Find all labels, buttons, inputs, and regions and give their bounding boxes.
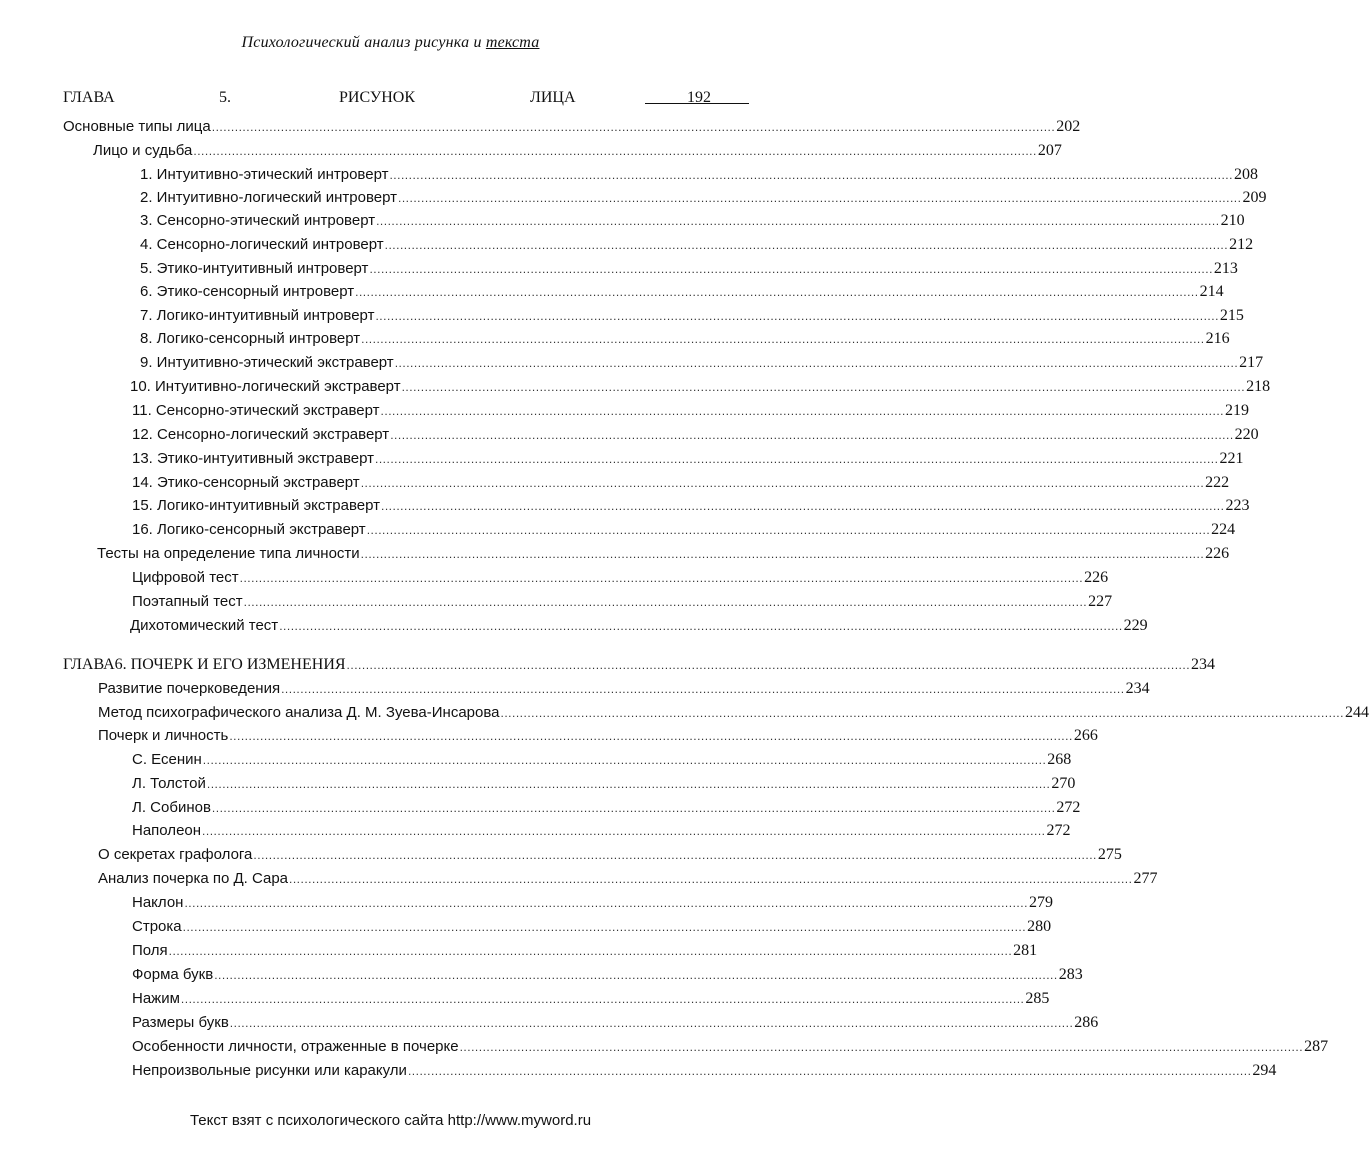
- toc-entry-page: 219: [1225, 402, 1250, 419]
- leader-dots: ............................................................................................................................................................................................................................: [459, 1040, 1304, 1054]
- toc-entry-title: 1. Интуитивно-этический интроверт: [140, 166, 389, 183]
- leader-dots: ............................................................................................................................................................................................................................: [202, 753, 1047, 767]
- leader-dots: ............................................................................................................................................................................................................................: [369, 262, 1213, 276]
- toc-entry-page: 268: [1047, 751, 1072, 768]
- toc-entry: [132, 990, 1050, 1010]
- toc-entry: [140, 166, 1258, 186]
- toc-entry-page: 287: [1304, 1038, 1329, 1055]
- toc-entry-title: Наполеон: [132, 822, 202, 839]
- toc-entry: [98, 870, 1158, 890]
- chapter-number: 5.: [219, 89, 231, 106]
- toc-entry-page: 223: [1225, 497, 1250, 514]
- chapter-word: ГЛАВА: [63, 89, 115, 106]
- toc-entry: [132, 402, 1250, 422]
- toc-entry-title: Тесты на определение типа личности: [97, 545, 360, 562]
- toc-entry: [132, 1062, 1277, 1082]
- toc-entry-page: 222: [1205, 474, 1230, 491]
- toc-entry: [140, 330, 1230, 350]
- toc-entry: [140, 212, 1245, 232]
- toc-entry: [132, 497, 1250, 517]
- toc-entry-page: 216: [1205, 330, 1230, 347]
- footer-note: Текст взят с психологического сайта http://www.myword.ru: [189, 1112, 592, 1129]
- toc-entry: [132, 966, 1083, 986]
- toc-entry-page: 266: [1073, 727, 1098, 744]
- toc-entry-page: 226: [1084, 569, 1109, 586]
- leader-dots: ............................................................................................................................................................................................................................: [211, 120, 1056, 134]
- toc-entry-page: 226: [1205, 545, 1230, 562]
- toc-entry: [132, 569, 1109, 589]
- toc-entry-title: 3. Сенсорно-этический интроверт: [140, 212, 376, 229]
- toc-entry-page: 244: [1344, 704, 1369, 721]
- toc-entry-title: Анализ почерка по Д. Сара: [98, 870, 288, 887]
- leader-dots: ............................................................................................................................................................................................................................: [376, 214, 1220, 228]
- leader-dots: ............................................................................................................................................................................................................................: [366, 523, 1211, 537]
- toc-entry: [140, 307, 1244, 327]
- toc-entry-page: 280: [1027, 918, 1052, 935]
- toc-entry: [132, 521, 1236, 541]
- toc-entry: [140, 236, 1254, 256]
- leader-dots: ............................................................................................................................................................................................................................: [407, 1064, 1252, 1078]
- leader-dots: ............................................................................................................................................................................................................................: [206, 777, 1051, 791]
- toc-entry-page: 283: [1058, 966, 1083, 983]
- toc-entry-page: 270: [1051, 775, 1076, 792]
- toc-entry-title: 15. Логико-интуитивный экстраверт: [132, 497, 380, 514]
- toc-entry-title: 5. Этико-интуитивный интроверт: [140, 260, 369, 277]
- toc-entry: [140, 354, 1264, 374]
- leader-dots: ............................................................................................................................................................................................................................: [281, 682, 1125, 696]
- toc-entry-title: Непроизвольные рисунки или каракули: [132, 1062, 407, 1079]
- toc-entry-title: 4. Сенсорно-логический интроверт: [140, 236, 384, 253]
- toc-entry-page: 272: [1056, 799, 1081, 816]
- toc-entry: [98, 680, 1150, 700]
- toc-entry-page: 208: [1233, 166, 1258, 183]
- toc-entry-page: 214: [1199, 283, 1224, 300]
- toc-entry-title: 16. Логико-сенсорный экстраверт: [132, 521, 366, 538]
- leader-dots: ............................................................................................................................................................................................................................: [182, 920, 1027, 934]
- leader-dots: ............................................................................................................................................................................................................................: [229, 1016, 1074, 1030]
- toc-entry-title: Форма букв: [132, 966, 214, 983]
- toc-entry-title: Развитие почерковедения: [98, 680, 281, 697]
- leader-dots: ............................................................................................................................................................................................................................: [346, 658, 1191, 672]
- toc-entry-title: Л. Собинов: [132, 799, 211, 816]
- toc-entry-page: 234: [1125, 680, 1150, 697]
- toc-entry-page: 209: [1242, 189, 1267, 206]
- toc-entry-title: Метод психографического анализа Д. М. Зуева-Инсарова: [98, 704, 500, 721]
- toc-entry: [132, 1014, 1099, 1034]
- leader-dots: ............................................................................................................................................................................................................................: [500, 706, 1344, 720]
- toc-entry-page: 272: [1046, 822, 1071, 839]
- toc-entry-page: 217: [1239, 354, 1264, 371]
- leader-dots: ............................................................................................................................................................................................................................: [289, 872, 1133, 886]
- toc-entry-page: 207: [1037, 142, 1062, 159]
- leader-dots: ............................................................................................................................................................................................................................: [193, 144, 1037, 158]
- toc-entry-page: 215: [1219, 307, 1244, 324]
- leader-dots: ............................................................................................................................................................................................................................: [229, 729, 1073, 743]
- toc-entry: [130, 617, 1148, 637]
- toc-entry-title: 14. Этико-сенсорный экстраверт: [132, 474, 360, 491]
- leader-dots: ............................................................................................................................................................................................................................: [375, 452, 1219, 466]
- leader-dots: ............................................................................................................................................................................................................................: [401, 380, 1246, 394]
- toc-entry-title: О секретах графолога: [98, 846, 253, 863]
- leader-dots: ............................................................................................................................................................................................................................: [398, 191, 1242, 205]
- toc-entry-page: 234: [1191, 656, 1216, 673]
- leader-dots: ............................................................................................................................................................................................................................: [253, 848, 1097, 862]
- toc-entry-title: Основные типы лица: [63, 118, 211, 135]
- chapter-5-heading: [63, 89, 711, 109]
- toc-entry: [132, 822, 1071, 842]
- toc-entry-title: Дихотомический тест: [130, 617, 279, 634]
- toc-entry-title: Нажим: [132, 990, 180, 1007]
- toc-entry-page: 277: [1133, 870, 1158, 887]
- toc-entry: [132, 775, 1076, 795]
- chapter-title-word-2: ЛИЦА: [530, 89, 576, 106]
- leader-dots: ............................................................................................................................................................................................................................: [360, 547, 1205, 561]
- toc-entry-title: Строка: [132, 918, 182, 935]
- toc-entry-page: 229: [1123, 617, 1148, 634]
- toc-entry-title: ГЛАВА6. ПОЧЕРК И ЕГО ИЗМЕНЕНИЯ: [63, 656, 346, 673]
- toc-entry: [130, 378, 1271, 398]
- toc-entry-title: 12. Сенсорно-логический экстраверт: [132, 426, 390, 443]
- toc-entry: [140, 283, 1224, 303]
- toc-entry-title: Лицо и судьба: [93, 142, 193, 159]
- toc-entry-page: 279: [1028, 894, 1053, 911]
- toc-entry: [98, 727, 1098, 747]
- toc-entry-title: Почерк и личность: [98, 727, 229, 744]
- leader-dots: ............................................................................................................................................................................................................................: [384, 238, 1229, 252]
- leader-dots: ............................................................................................................................................................................................................................: [355, 285, 1199, 299]
- toc-entry-title: Особенности личности, отраженные в почерке: [132, 1038, 459, 1055]
- toc-entry: [132, 751, 1072, 771]
- toc-entry-page: 227: [1088, 593, 1113, 610]
- leader-dots: ............................................................................................................................................................................................................................: [381, 499, 1225, 513]
- toc-entry-title: 11. Сенсорно-этический экстраверт: [132, 402, 380, 419]
- toc-entry-title: 13. Этико-интуитивный экстраверт: [132, 450, 374, 467]
- leader-dots: ............................................................................................................................................................................................................................: [375, 309, 1219, 323]
- leader-dots: ............................................................................................................................................................................................................................: [202, 824, 1046, 838]
- toc-entry-page: 221: [1219, 450, 1244, 467]
- toc-entry-page: 202: [1056, 118, 1081, 135]
- toc-entry-page: 220: [1234, 426, 1259, 443]
- toc-entry-page: 224: [1211, 521, 1236, 538]
- toc-entry-page: 218: [1246, 378, 1271, 395]
- leader-dots: ............................................................................................................................................................................................................................: [180, 992, 1025, 1006]
- toc-entry-title: Цифровой тест: [132, 569, 239, 586]
- chapter-page: 192: [687, 89, 711, 106]
- leader-dots: ............................................................................................................................................................................................................................: [279, 619, 1123, 633]
- toc-entry: [132, 799, 1081, 819]
- toc-entry: [98, 846, 1122, 866]
- leader-dots: ............................................................................................................................................................................................................................: [361, 332, 1205, 346]
- leader-dots: ............................................................................................................................................................................................................................: [211, 801, 1056, 815]
- toc-entry: [98, 704, 1369, 724]
- toc-entry-title: 10. Интуитивно-логический экстраверт: [130, 378, 401, 395]
- chapter-title-word: РИСУНОК: [339, 89, 416, 106]
- toc-entry-title: С. Есенин: [132, 751, 202, 768]
- toc-entry-page: 212: [1229, 236, 1254, 253]
- toc-entry-title: Л. Толстой: [132, 775, 206, 792]
- toc-entry: [132, 593, 1113, 613]
- toc-entry-title: 7. Логико-интуитивный интроверт: [140, 307, 375, 324]
- toc-entry-page: 213: [1213, 260, 1238, 277]
- toc-entry: [132, 450, 1244, 470]
- leader-dots: ............................................................................................................................................................................................................................: [243, 595, 1088, 609]
- toc-entry-title: Поля: [132, 942, 168, 959]
- toc-entry-page: 210: [1220, 212, 1245, 229]
- toc-entry-title: 9. Интуитивно-этический экстраверт: [140, 354, 394, 371]
- leader-dots: ............................................................................................................................................................................................................................: [360, 476, 1205, 490]
- toc-entry: [132, 474, 1230, 494]
- toc-entry-title: 2. Интуитивно-логический интроверт: [140, 189, 397, 206]
- leader-dots: ............................................................................................................................................................................................................................: [380, 404, 1225, 418]
- leader-dots: ............................................................................................................................................................................................................................: [184, 896, 1028, 910]
- toc-entry-page: 281: [1013, 942, 1038, 959]
- leader-dots: ............................................................................................................................................................................................................................: [390, 428, 1234, 442]
- leader-dots: ............................................................................................................................................................................................................................: [389, 168, 1233, 182]
- toc-entry: [140, 189, 1267, 209]
- toc-entry-title: Поэтапный тест: [132, 593, 243, 610]
- leader-dots: ............................................................................................................................................................................................................................: [168, 944, 1013, 958]
- toc-entry-title: Наклон: [132, 894, 184, 911]
- leader-dots: ............................................................................................................................................................................................................................: [214, 968, 1058, 982]
- toc-entry: [63, 118, 1081, 138]
- toc-entry-page: 275: [1097, 846, 1122, 863]
- toc-entry: [132, 918, 1052, 938]
- header-title-underlined: текста: [485, 34, 540, 51]
- toc-entry: [132, 894, 1053, 914]
- toc-entry-page: 294: [1252, 1062, 1277, 1079]
- leader-dots: ............................................................................................................................................................................................................................: [239, 571, 1084, 585]
- toc-entry-title: Размеры букв: [132, 1014, 229, 1031]
- leader-dots: ............................................................................................................................................................................................................................: [394, 356, 1239, 370]
- toc-entry: [97, 545, 1230, 565]
- toc-entry: [140, 260, 1238, 280]
- toc-entry: [132, 426, 1259, 446]
- toc-entry: [132, 942, 1038, 962]
- toc-entry: [132, 1038, 1329, 1058]
- toc-entry-page: 285: [1025, 990, 1050, 1007]
- toc-entry-page: 286: [1074, 1014, 1099, 1031]
- running-header: [0, 34, 781, 52]
- toc-entry-title: 6. Этико-сенсорный интроверт: [140, 283, 355, 300]
- toc-entry-title: 8. Логико-сенсорный интроверт: [140, 330, 361, 347]
- toc-entry: [93, 142, 1062, 162]
- chapter-6-heading: [63, 656, 1216, 676]
- header-title: Психологический анализ рисунка и: [241, 34, 486, 51]
